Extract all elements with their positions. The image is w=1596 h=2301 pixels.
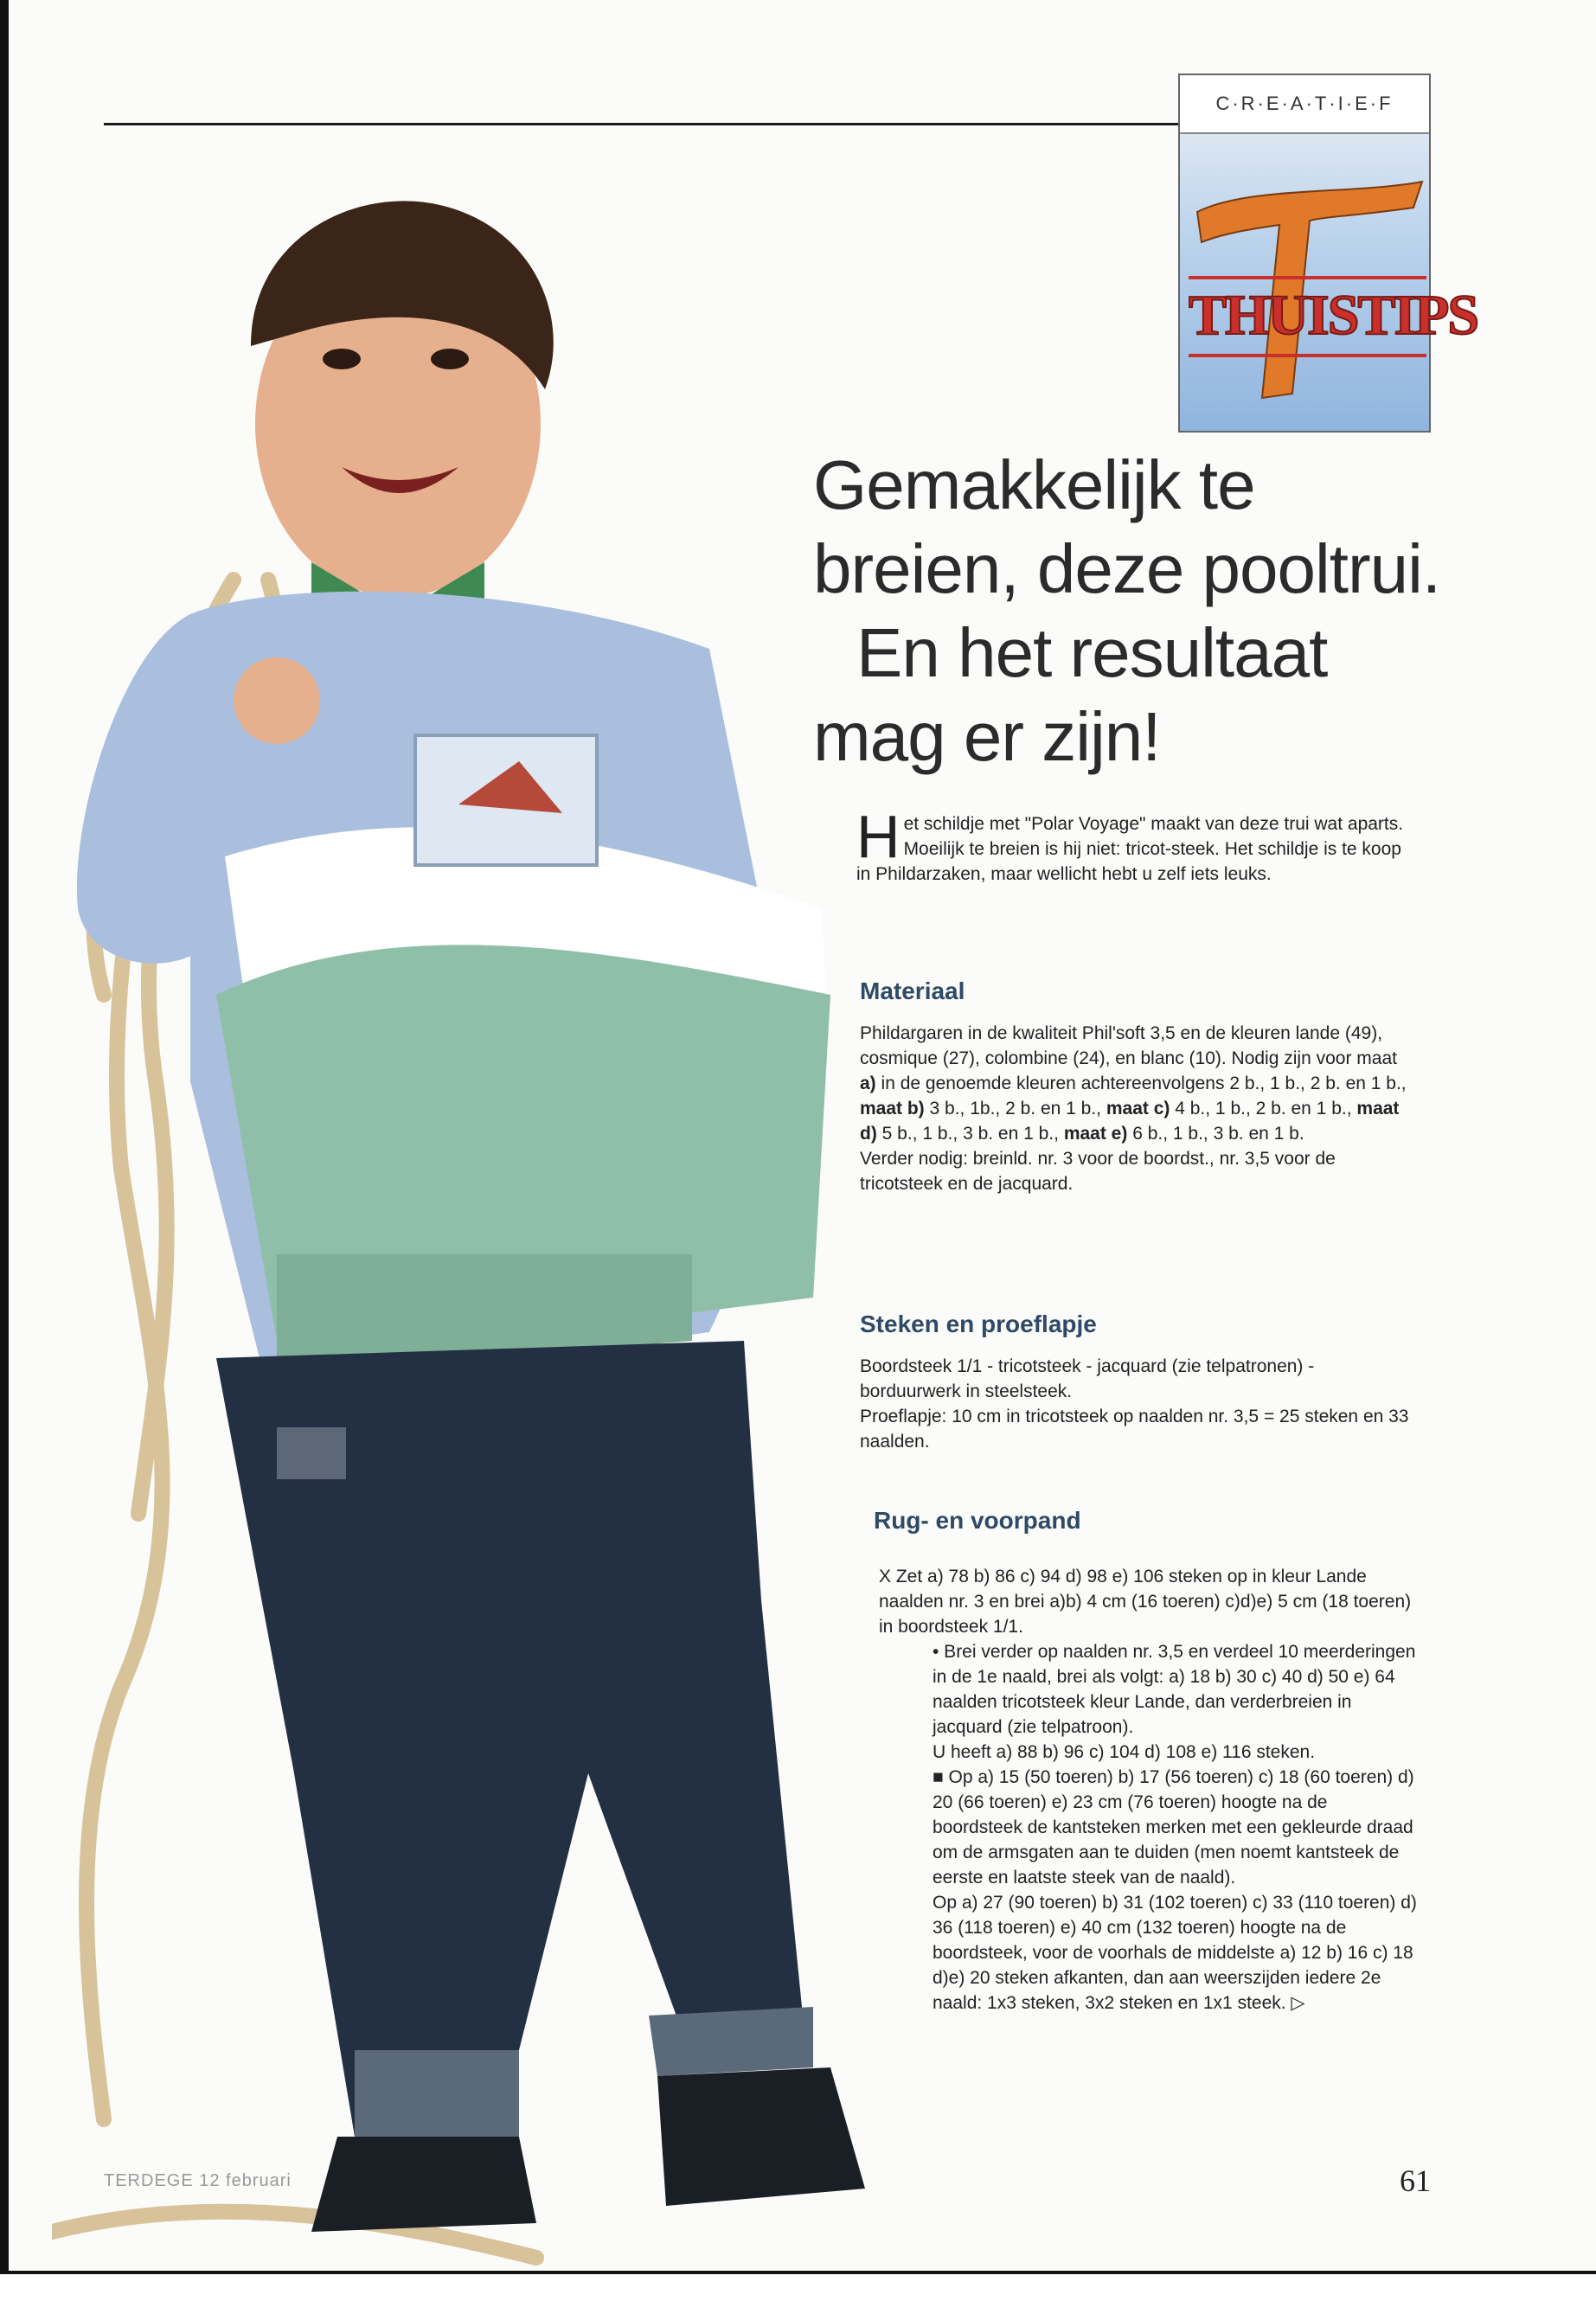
section-heading-materiaal: Materiaal bbox=[860, 977, 965, 1004]
logo-line-bottom bbox=[1189, 354, 1426, 357]
drop-cap: H bbox=[856, 803, 901, 870]
size-label: a) bbox=[860, 1074, 876, 1093]
rug-p2: • Brei verder op naalden nr. 3,5 en verdeel 10 meerderingen in de 1e naald, brei als volgt: a) 18 b) 30 c) 40 d) 50 e) 64 naalden tricotsteek kleur Lande, dan verderbreien in jacquard (zie telpatroon). bbox=[933, 1642, 1416, 1737]
steken-p1: Boordsteek 1/1 - tricotsteek - jacquard (zie telpatronen) - borduurwerk in steelsteek. bbox=[860, 1356, 1315, 1401]
section-heading-rug: Rug- en voorpand bbox=[874, 1507, 1081, 1534]
logo-word: THUISTIPS bbox=[1189, 284, 1478, 347]
materiaal-part: 4 b., 1 b., 2 b. en 1 b., bbox=[1175, 1099, 1352, 1118]
magazine-source: TERDEGE 12 februari bbox=[104, 2171, 292, 2190]
size-label: maat d) bbox=[860, 1099, 1400, 1144]
page-bottom-edge bbox=[0, 2271, 1596, 2301]
materiaal-part: 5 b., 1 b., 3 b. en 1 b., bbox=[881, 1124, 1059, 1144]
headline-line: En het resultaat bbox=[856, 614, 1328, 691]
headline-line: breien, deze pooltrui. bbox=[813, 530, 1441, 607]
rug-p1: X Zet a) 78 b) 86 c) 94 d) 98 e) 106 steken op in kleur Lande naalden nr. 3 en brei a)b) 4 cm (16 toeren) c)d)e) 5 cm (18 toeren) in boordsteek 1/1. bbox=[879, 1567, 1412, 1637]
steken-p2: Proeflapje: 10 cm in tricotsteek op naalden nr. 3,5 = 25 steken en 33 naalden. bbox=[860, 1407, 1409, 1452]
page-edge bbox=[0, 0, 9, 2301]
rug-p4: ■ Op a) 15 (50 toeren) b) 17 (56 toeren) c) 18 (60 toeren) d) 20 (66 toeren) e) 23 cm (76 toeren) hoogte na de boordsteek de kantsteken merken met een gekleurde draad om de armsgaten aan te duiden (men noemt kantsteek de eerste en laatste steek van de naald). bbox=[933, 1767, 1414, 1888]
intro-paragraph bbox=[856, 803, 1410, 887]
creatief-thuistips-logo bbox=[1178, 74, 1478, 433]
materiaal-extra: Verder nodig: breinld. nr. 3 voor de boordst., nr. 3,5 voor de tricotsteek en de jacquard. bbox=[860, 1149, 1336, 1194]
steken-text bbox=[860, 1354, 1413, 1454]
rug-p5: Op a) 27 (90 toeren) b) 31 (102 toeren) c) 33 (110 toeren) d) 36 (118 toeren) e) 40 cm (132 toeren) hoogte na de boordsteek, voor de voorhals de middelste a) 12 b) 16 c) 18 d)e) 20 steken afkanten, dan aan weerszijden iedere 2e naald: 1x3 steken, 3x2 steken en 1x1 steek. ▷ bbox=[933, 1893, 1417, 2013]
materiaal-part: 3 b., 1b., 2 b. en 1 b., bbox=[929, 1099, 1102, 1118]
materiaal-part: in de genoemde kleuren achtereenvolgens 2 b., 1 b., 2 b. en 1 b., bbox=[881, 1074, 1407, 1093]
materiaal-part: Phildargaren in de kwaliteit Phil'soft 3,5 en de kleuren lande (49), cosmique (27), colombine (24), en blanc (10). Nodig zijn voor maat bbox=[860, 1023, 1397, 1068]
materiaal-part: 6 b., 1 b., 3 b. en 1 b. bbox=[1132, 1124, 1304, 1144]
logo-tag: C·R·E·A·T·I·E·F bbox=[1180, 75, 1429, 134]
page-number: 61 bbox=[1400, 2163, 1431, 2198]
headline-line: Gemakkelijk te bbox=[813, 446, 1255, 523]
size-label: maat c) bbox=[1106, 1099, 1170, 1118]
materiaal-text bbox=[860, 1021, 1413, 1196]
size-label: maat e) bbox=[1063, 1124, 1128, 1144]
headline bbox=[813, 443, 1505, 779]
rug-text bbox=[879, 1564, 1419, 2016]
rug-p3: U heeft a) 88 b) 96 c) 104 d) 108 e) 116 steken. bbox=[933, 1742, 1316, 1762]
intro-text: et schildje met "Polar Voyage" maakt van deze trui wat aparts. Moeilijk te breien is hij niet: tricot-steek. Het schildje is te koop in Phildarzaken, maar wellicht hebt u zelf iets leuks. bbox=[856, 814, 1404, 884]
headline-line: mag er zijn! bbox=[813, 698, 1161, 775]
section-heading-steken: Steken en proeflapje bbox=[860, 1311, 1097, 1337]
size-label: maat b) bbox=[860, 1099, 925, 1118]
logo-line-top bbox=[1189, 276, 1426, 279]
